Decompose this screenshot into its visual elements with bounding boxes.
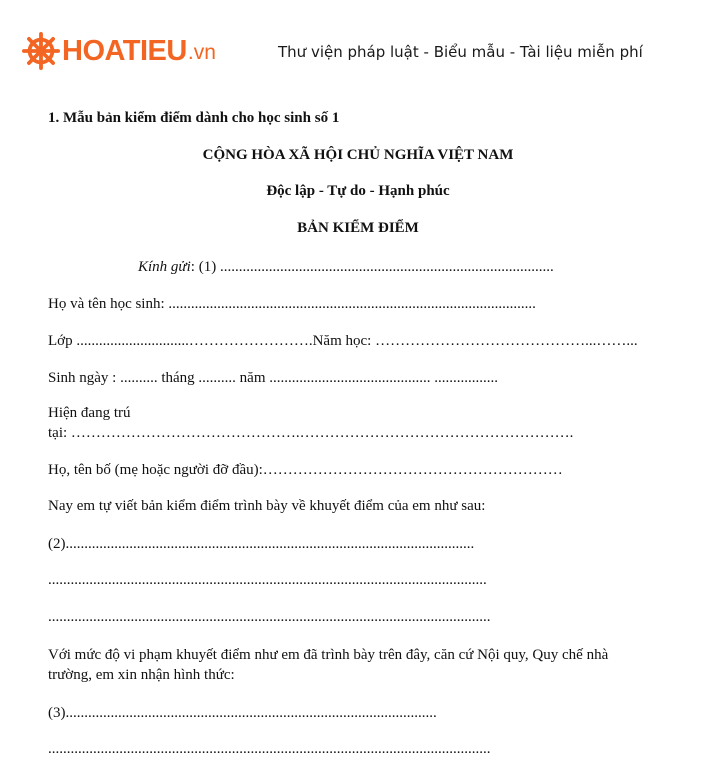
motto: Độc lập - Tự do - Hạnh phúc [266,183,450,199]
site-tagline: Thư viện pháp luật - Biểu mẫu - Tài liệu miễn phí [278,43,643,61]
recipient-label: Kính gửi [138,259,191,275]
item-3-line: (3)................................................................................................... [48,705,437,721]
student-name-line: Họ và tên học sinh: .................................................................................................. [48,296,536,312]
dotted-line-3: ...................................................................................................................... [48,741,491,757]
recipient-line [138,259,554,276]
penalty-text-2: trường, em xin nhận hình thức: [48,667,235,683]
intro-text: Nay em tự viết bản kiểm điểm trình bày về khuyết điểm của em như sau: [48,498,486,514]
residence-line-2: tại: ……………………………………….………………………………………………. [48,425,574,441]
site-logo[interactable] [22,28,216,74]
class-year-line: Lớp ..............................…………………….Năm học: ……………………………………...……... [48,333,638,349]
dotted-line-2: ...................................................................................................................... [48,609,491,625]
penalty-text-1: Với mức độ vi phạm khuyết điểm như em đã trình bày trên đây, căn cứ Nội quy, Quy chế nhà [48,647,609,663]
brand-name: HOATIEU [62,34,187,67]
section-title: 1. Mẫu bản kiểm điểm dành cho học sinh số 1 [48,110,340,126]
site-header [0,0,703,90]
dotted-line-1: ..................................................................................................................... [48,572,487,588]
item-2-line: (2)............................................................................................................. [48,536,475,552]
brand-suffix: .vn [187,41,216,64]
nation-heading: CỘNG HÒA XÃ HỘI CHỦ NGHĨA VIỆT NAM [202,147,514,163]
parent-line: Họ, tên bố (mẹ hoặc người đỡ đầu):…………………………………………………… [48,462,563,478]
recipient-value: : (1) ......................................................................................... [190,259,554,275]
ship-wheel-icon [22,32,60,70]
residence-line-1: Hiện đang trú [48,405,131,421]
dob-line: Sinh ngày : .......... tháng .......... năm ........................................... ................. [48,370,498,386]
document-title: BẢN KIỂM ĐIỂM [297,220,419,236]
